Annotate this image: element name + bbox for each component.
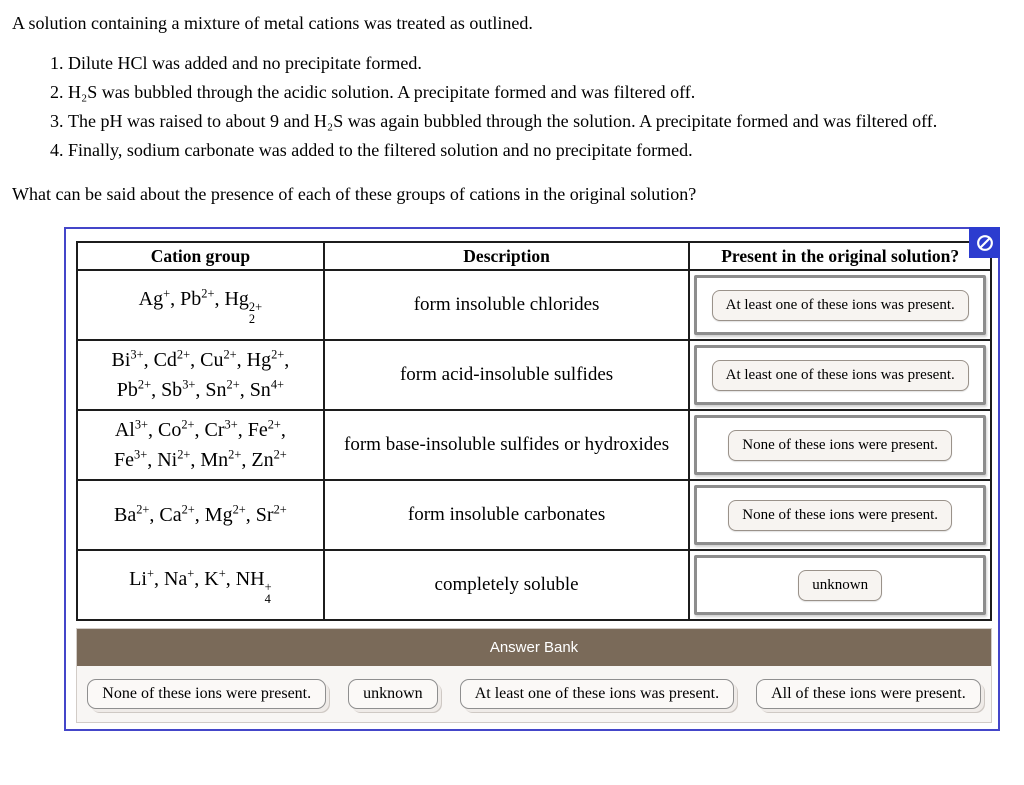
group-description: form insoluble carbonates <box>324 480 690 550</box>
answer-bank-title: Answer Bank <box>77 629 991 666</box>
cation-formula: Ag+, $Pb^{2+}$, Hg 2+ 2 <box>77 270 324 340</box>
procedure-step: 3. The pH was raised to about 9 and H₂S was again bubbled through the solution. A precipitate formed and was filtered off. <box>68 107 968 136</box>
placed-answer-chip[interactable]: None of these ions were present. <box>728 430 952 461</box>
col-header-description: Description <box>324 242 690 270</box>
present-cell <box>689 550 991 620</box>
answer-bank-chip[interactable]: unknown <box>348 679 438 709</box>
question-text: What can be said about the presence of each of these groups of cations in the original solution? <box>12 184 697 204</box>
group-description: form insoluble chlorides <box>324 270 690 340</box>
answer-drop-zone[interactable] <box>694 275 986 335</box>
prohibited-icon[interactable] <box>969 227 1000 258</box>
cation-formula: $Al^{3+}$, $Co^{2+}$, $Cr^{3+}$, $Fe^{2+}$, $Fe^{3+}$, $Ni^{2+}$, $Mn^{2+}$, $Zn^{2+}$ <box>77 410 324 480</box>
answer-bank-chip[interactable]: None of these ions were present. <box>87 679 326 709</box>
answer-bank-chip[interactable]: All of these ions were present. <box>756 679 981 709</box>
answer-drop-zone[interactable] <box>694 415 986 475</box>
answer-bank-chip[interactable]: At least one of these ions was present. <box>460 679 734 709</box>
intro-text: A solution containing a mixture of metal cations was treated as outlined. <box>12 13 533 33</box>
placed-answer-chip[interactable]: unknown <box>798 570 882 601</box>
cation-formula: Li+, Na+, K+, NH + 4 <box>77 550 324 620</box>
col-header-present: Present in the original solution? <box>689 242 991 270</box>
drag-drop-widget <box>64 227 1000 731</box>
placed-answer-chip[interactable]: At least one of these ions was present. <box>712 360 969 391</box>
answer-bank-body <box>77 666 991 722</box>
cation-formula: $Ba^{2+}$, $Ca^{2+}$, $Mg^{2+}$, $Sr^{2+}$ <box>77 480 324 550</box>
present-cell <box>689 340 991 410</box>
table-row <box>77 480 991 550</box>
placed-answer-chip[interactable]: At least one of these ions was present. <box>712 290 969 321</box>
group-description: form acid-insoluble sulfides <box>324 340 690 410</box>
answer-drop-zone[interactable] <box>694 485 986 545</box>
answer-bank <box>76 628 992 723</box>
present-cell <box>689 270 991 340</box>
table-row <box>77 410 991 480</box>
group-description: completely soluble <box>324 550 690 620</box>
procedure-steps <box>12 49 968 165</box>
present-cell <box>689 410 991 480</box>
no-symbol-glyph <box>975 233 995 253</box>
placed-answer-chip[interactable]: None of these ions were present. <box>728 500 952 531</box>
present-cell <box>689 480 991 550</box>
cation-table <box>76 241 992 621</box>
procedure-step: 1. Dilute HCl was added and no precipitate formed. <box>68 49 968 78</box>
answer-drop-zone[interactable] <box>694 345 986 405</box>
procedure-step: 4. Finally, sodium carbonate was added to the filtered solution and no precipitate formed. <box>68 136 968 165</box>
table-row <box>77 550 991 620</box>
answer-drop-zone[interactable] <box>694 555 986 615</box>
procedure-step: 2. H₂S was bubbled through the acidic solution. A precipitate formed and was filtered off. <box>68 78 968 107</box>
table-row <box>77 270 991 340</box>
cation-formula: $Bi^{3+}$, $Cd^{2+}$, $Cu^{2+}$, $Hg^{2+}$, $Pb^{2+}$, $Sb^{3+}$, $Sn^{2+}$, $Sn^{4+}$ <box>77 340 324 410</box>
group-description: form base-insoluble sulfides or hydroxides <box>324 410 690 480</box>
table-header-row <box>77 242 991 270</box>
col-header-cation-group: Cation group <box>77 242 324 270</box>
table-row <box>77 340 991 410</box>
